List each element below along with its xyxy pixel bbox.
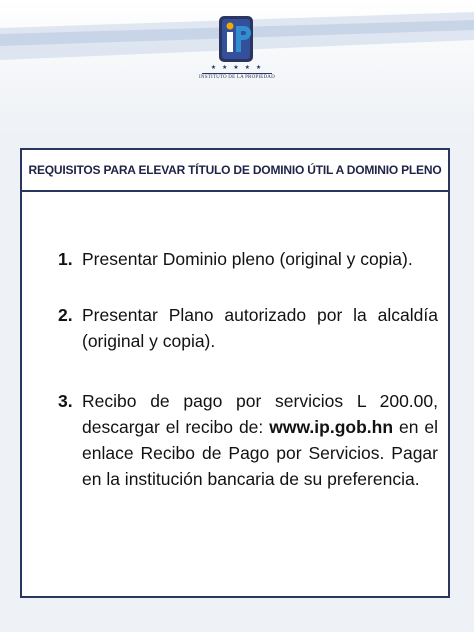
requirement-text: Presentar Plano autorizado por la alcaldía (original y copia). — [82, 305, 438, 351]
requirement-item-1 — [58, 246, 438, 272]
requirement-number: 2. — [58, 305, 73, 325]
requirement-text-part: Recibo de pago por servicios L 200.00, descargar el recibo de: — [82, 391, 438, 437]
logo-divider — [202, 73, 272, 74]
requirements-card — [20, 148, 450, 598]
requirement-text — [82, 388, 438, 492]
card-title: REQUISITOS PARA ELEVAR TÍTULO DE DOMINIO ÚTIL A DOMINIO PLENO — [22, 150, 448, 192]
ip-logo-icon — [219, 16, 253, 62]
requirement-text-part: en el enlace Recibo de Pago por Servicios. Pagar en la institución bancaria de su preferencia. — [82, 417, 438, 489]
institution-logo — [196, 16, 278, 86]
requirement-text: Presentar Dominio pleno (original y copia). — [82, 249, 413, 269]
website-link[interactable]: www.ip.gob.hn — [269, 417, 394, 437]
requirement-item-3 — [58, 388, 438, 492]
requirement-number: 3. — [58, 391, 73, 411]
logo-stars: ★ ★ ★ ★ ★ — [210, 64, 264, 71]
requirement-number: 1. — [58, 249, 73, 269]
logo-institution-name: INSTITUTO DE LA PROPIEDAD — [199, 75, 275, 80]
requirement-item-2 — [58, 302, 438, 354]
